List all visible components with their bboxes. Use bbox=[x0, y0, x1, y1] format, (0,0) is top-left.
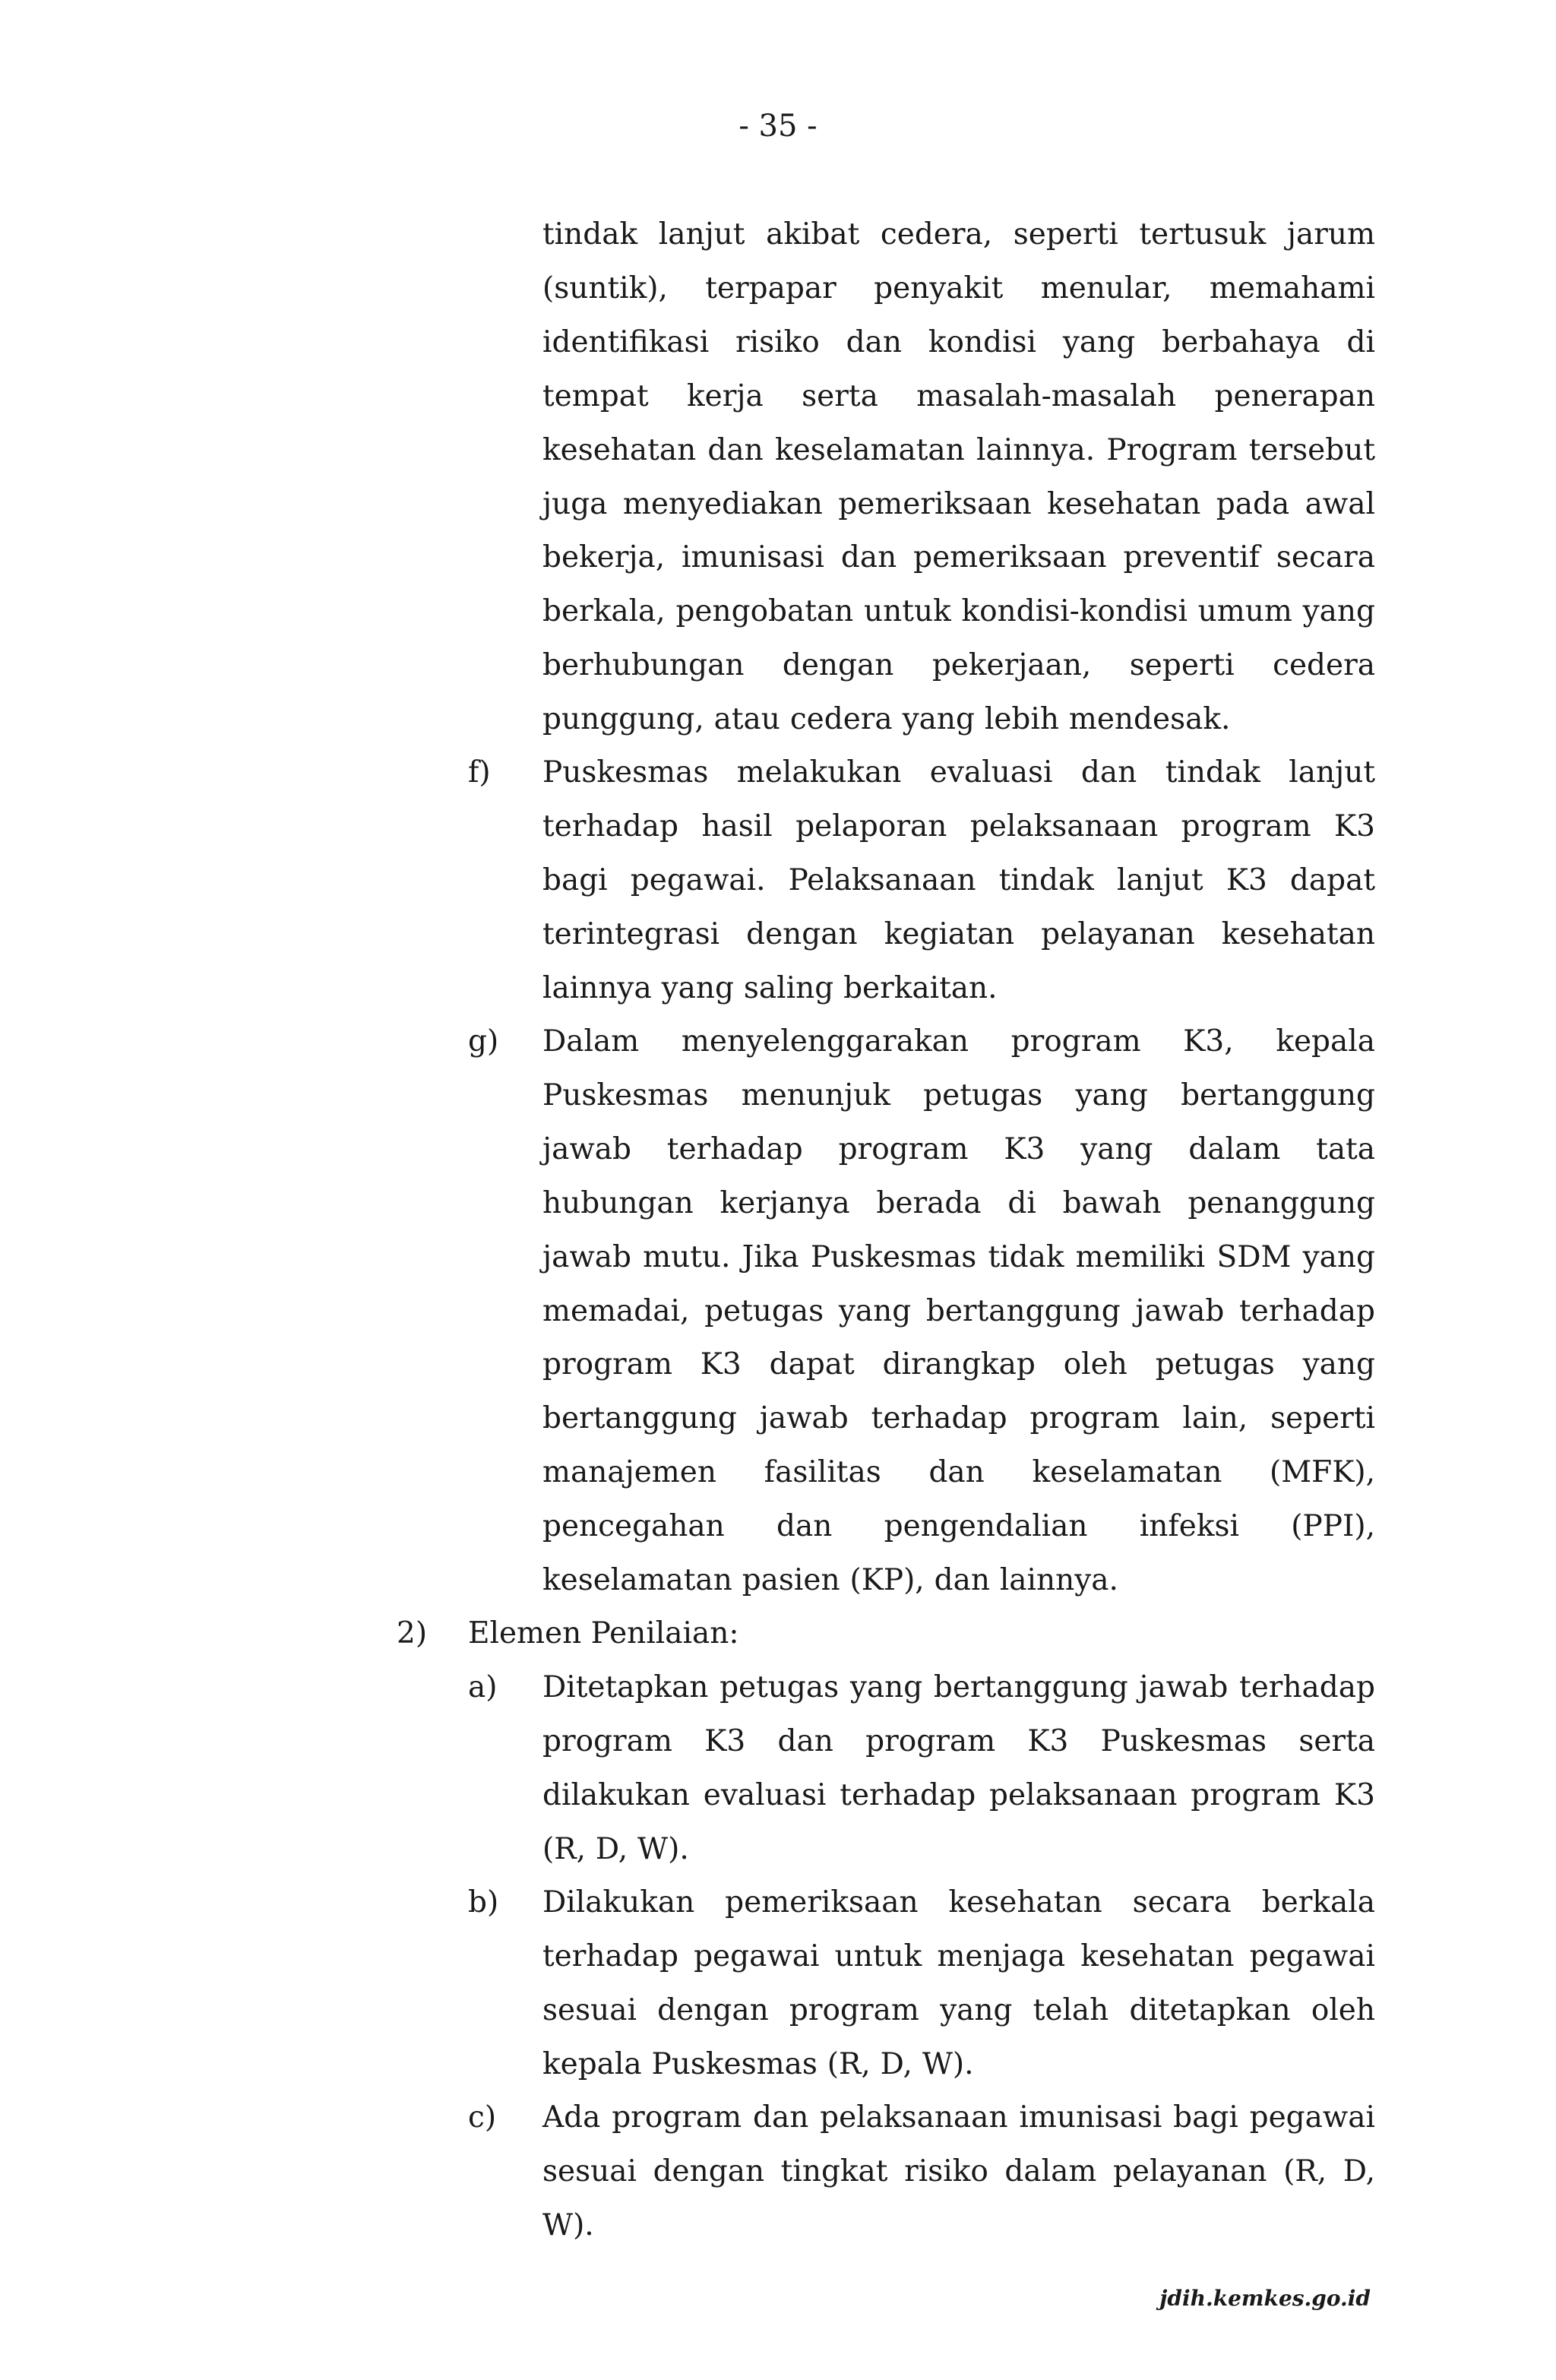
page-number: - 35 - bbox=[738, 109, 818, 144]
element-a-marker: a) bbox=[468, 1670, 498, 1704]
item-g-marker: g) bbox=[468, 1024, 499, 1059]
section-2-marker: 2) bbox=[397, 1616, 428, 1650]
item-f-marker: f) bbox=[468, 755, 491, 790]
item-g-text: Dalam menyelenggarakan program K3, kepala Puskesmas menunjuk petugas yang bertanggung jawab terhadap program K3 yang dalam tata hubungan kerjanya berada di bawah penanggung jawab mutu. Jika Puskesmas tidak memiliki SDM yang memadai, petugas yang bertanggung jawab terhadap program K3 dapat dirangkap oleh petugas yang bertanggung jawab terhadap program lain, seperti manajemen fasilitas dan keselamatan (MFK), pencegahan dan pengendalian infeksi (PPI), keselamatan pasien (KP), dan lainnya. bbox=[542, 1024, 1375, 1598]
element-b-text: Dilakukan pemeriksaan kesehatan secara berkala terhadap pegawai untuk menjaga kesehatan pegawai sesuai dengan program yang telah ditetapkan oleh kepala Puskesmas (R, D, W). bbox=[542, 1885, 1375, 2081]
item-f-text: Puskesmas melakukan evaluasi dan tindak lanjut terhadap hasil pelaporan pelaksanaan program K3 bagi pegawai. Pelaksanaan tindak lanjut K3 dapat terintegrasi dengan kegiatan pelayanan kesehatan lainnya yang saling berkaitan. bbox=[542, 755, 1375, 1005]
element-c-text: Ada program dan pelaksanaan imunisasi bagi pegawai sesuai dengan tingkat risiko dalam pelayanan (R, D, W). bbox=[542, 2100, 1375, 2242]
continuation-paragraph: tindak lanjut akibat cedera, seperti tertusuk jarum (suntik), terpapar penyakit menular, memahami identifikasi risiko dan kondisi yang berbahaya di tempat kerja serta masalah-masalah penerapan kesehatan dan keselamatan lainnya. Program tersebut juga menyediakan pemeriksaan kesehatan pada awal bekerja, imunisasi dan pemeriksaan preventif secara berkala, pengobatan untuk kondisi-kondisi umum yang berhubungan dengan pekerjaan, seperti cedera punggung, atau cedera yang lebih mendesak. bbox=[542, 217, 1375, 737]
element-c-marker: c) bbox=[468, 2100, 497, 2135]
element-b-marker: b) bbox=[468, 1885, 499, 1920]
footer-source: jdih.kemkes.go.id bbox=[1159, 2286, 1371, 2311]
element-a-text: Ditetapkan petugas yang bertanggung jawab terhadap program K3 dan program K3 Puskesmas serta dilakukan evaluasi terhadap pelaksanaan program K3 (R, D, W). bbox=[542, 1670, 1375, 1866]
section-2-title: Elemen Penilaian: bbox=[468, 1616, 739, 1650]
